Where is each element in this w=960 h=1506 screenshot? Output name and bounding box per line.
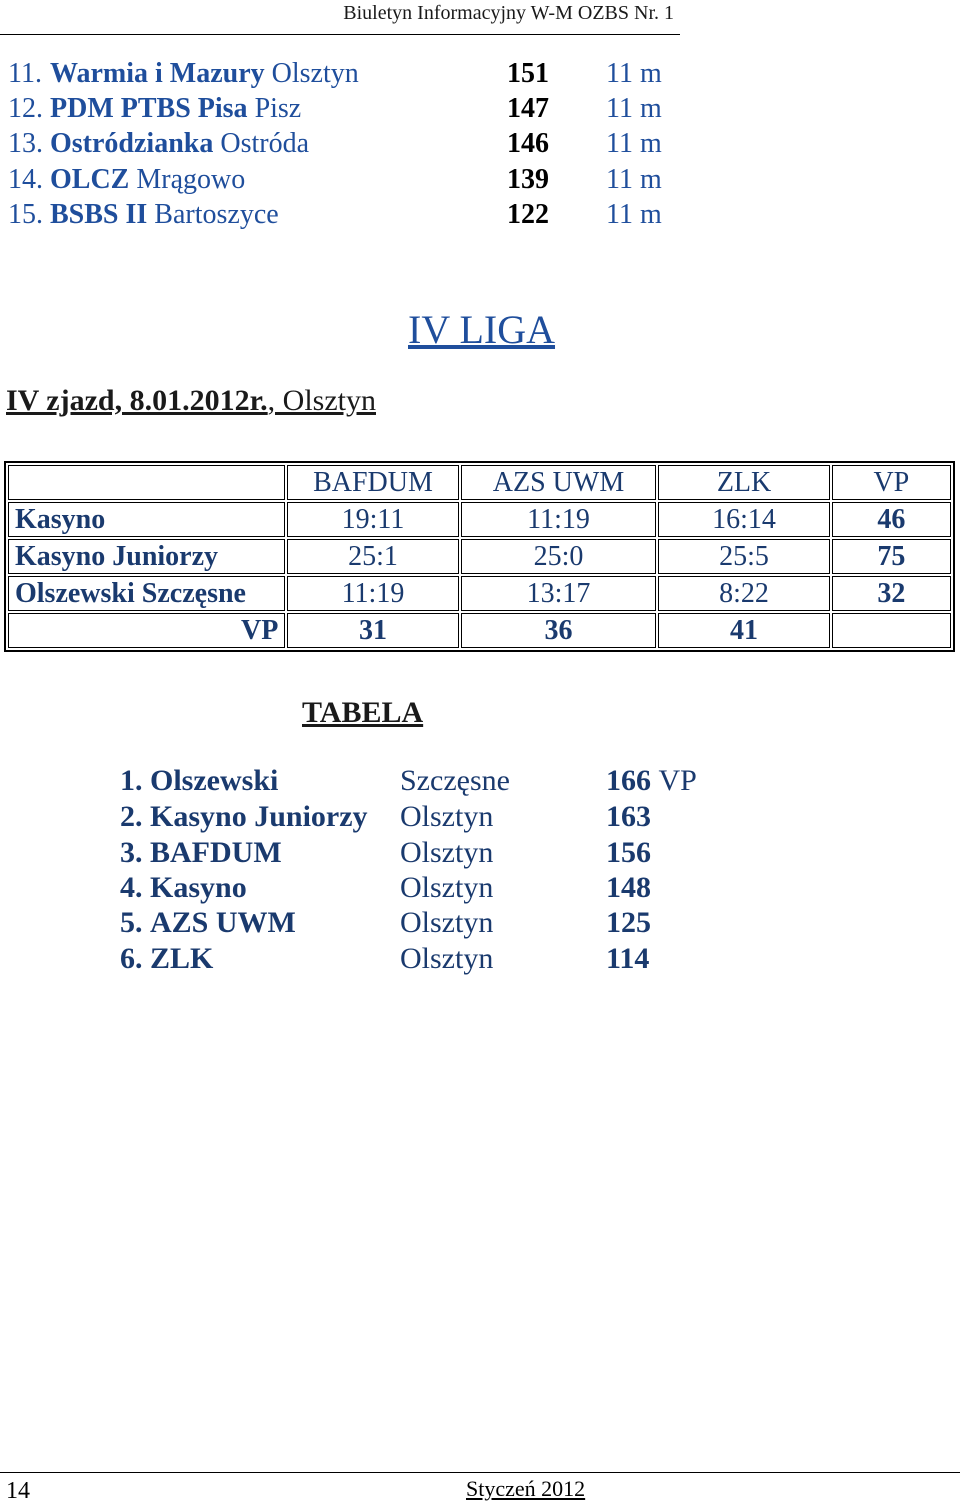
team-city: Ostróda	[220, 128, 310, 159]
column-header: ZLK	[658, 465, 829, 500]
column-header: BAFDUM	[287, 465, 458, 500]
score-cell: 19:11	[287, 502, 458, 537]
points-value: 156	[606, 836, 651, 869]
table-row	[8, 576, 951, 611]
header-title: Biuletyn Informacyjny W-M OZBS Nr. 1	[343, 2, 674, 24]
team-city: Olsztyn	[271, 58, 359, 89]
points: 146	[507, 128, 549, 159]
matches: 11 m	[606, 93, 662, 124]
matches: 11 m	[606, 199, 662, 230]
row-team: Kasyno	[8, 502, 285, 537]
team-city: Mrągowo	[136, 164, 246, 195]
points: 122	[507, 199, 549, 230]
column-header: VP	[832, 465, 951, 500]
points-value: 166	[606, 764, 651, 797]
team-city: Olsztyn	[400, 871, 494, 904]
list-item	[8, 58, 708, 93]
list-item	[8, 164, 708, 199]
position: 6.	[120, 942, 143, 975]
team	[50, 128, 309, 160]
empty-cell	[832, 613, 951, 648]
points	[606, 800, 651, 834]
points: 151	[507, 58, 549, 89]
vp-total: 31	[287, 613, 458, 648]
list-item	[120, 764, 740, 799]
position: 5.	[120, 906, 143, 939]
page-number: 14	[6, 1478, 30, 1504]
team-city: Olsztyn	[400, 800, 494, 833]
event-location: , Olsztyn	[267, 384, 376, 417]
position: 14.	[8, 164, 43, 195]
points-value: 163	[606, 800, 651, 833]
footer-divider	[0, 1472, 960, 1473]
position: 2.	[120, 800, 143, 833]
list-item	[8, 93, 708, 128]
points: 139	[507, 164, 549, 195]
vp-cell: 32	[832, 576, 951, 611]
team-name: Kasyno	[150, 871, 247, 904]
vp-row-label: VP	[8, 613, 285, 648]
team-name: Warmia i Mazury	[50, 58, 265, 89]
matches: 11 m	[606, 164, 662, 195]
team-name: PDM PTBS Pisa	[50, 93, 248, 124]
points: 147	[507, 93, 549, 124]
team-city: Olsztyn	[400, 906, 494, 939]
team-city: Pisz	[254, 93, 302, 124]
score-cell: 11:19	[287, 576, 458, 611]
team	[50, 164, 245, 196]
list-item	[120, 836, 740, 871]
position: 3.	[120, 836, 143, 869]
points-value: 148	[606, 871, 651, 904]
team-name: Kasyno Juniorzy	[150, 800, 368, 833]
team	[50, 93, 301, 125]
list-item	[120, 800, 740, 835]
team-name: AZS UWM	[150, 906, 296, 939]
points	[606, 942, 649, 976]
team	[50, 199, 279, 231]
team	[50, 58, 359, 90]
team-name: BSBS II	[50, 199, 148, 230]
row-team: Kasyno Juniorzy	[8, 539, 285, 574]
score-cell: 25:0	[461, 539, 657, 574]
vp-total: 41	[658, 613, 829, 648]
points	[606, 906, 651, 940]
results-table	[4, 461, 955, 652]
position: 15.	[8, 199, 43, 230]
team-name: Ostródzianka	[50, 128, 214, 159]
score-cell: 25:1	[287, 539, 458, 574]
column-header: AZS UWM	[461, 465, 657, 500]
team-city: Olsztyn	[400, 942, 494, 975]
score-cell: 16:14	[658, 502, 829, 537]
score-cell: 8:22	[658, 576, 829, 611]
team-name: ZLK	[150, 942, 214, 975]
page-header	[0, 0, 680, 35]
team-city: Olsztyn	[400, 836, 494, 869]
points	[606, 836, 651, 870]
points-unit: VP	[658, 764, 697, 797]
position: 12.	[8, 93, 43, 124]
points	[606, 764, 697, 798]
table-corner	[8, 465, 285, 500]
vp-cell: 46	[832, 502, 951, 537]
list-item	[120, 906, 740, 941]
score-cell: 11:19	[461, 502, 657, 537]
section-title: IV LIGA	[408, 307, 556, 352]
points-value: 114	[606, 942, 650, 975]
list-item	[120, 942, 740, 977]
event-name: IV zjazd, 8.01.2012r.	[6, 384, 268, 417]
position: 4.	[120, 871, 143, 904]
position: 13.	[8, 128, 43, 159]
event-title	[6, 384, 376, 418]
matches: 11 m	[606, 58, 662, 89]
vp-cell: 75	[832, 539, 951, 574]
footer-date: Styczeń 2012	[466, 1476, 586, 1501]
matches: 11 m	[606, 128, 662, 159]
team-city: Bartoszyce	[154, 199, 279, 230]
score-cell: 25:5	[658, 539, 829, 574]
team-name: Olszewski	[150, 764, 279, 797]
list-item	[8, 128, 708, 163]
score-cell: 13:17	[461, 576, 657, 611]
table-vp-row	[8, 613, 951, 648]
team-city: Szczęsne	[400, 764, 510, 797]
row-team: Olszewski Szczęsne	[8, 576, 285, 611]
points	[606, 871, 651, 905]
team-name: OLCZ	[50, 164, 130, 195]
position: 11.	[8, 58, 42, 89]
table-row	[8, 539, 951, 574]
points-value: 125	[606, 906, 651, 939]
list-item	[120, 871, 740, 906]
standings-title: TABELA	[302, 696, 424, 729]
vp-total: 36	[461, 613, 657, 648]
position: 1.	[120, 764, 143, 797]
list-item	[8, 199, 708, 234]
team-name: BAFDUM	[150, 836, 282, 869]
table-header-row	[8, 465, 951, 500]
table-row	[8, 502, 951, 537]
